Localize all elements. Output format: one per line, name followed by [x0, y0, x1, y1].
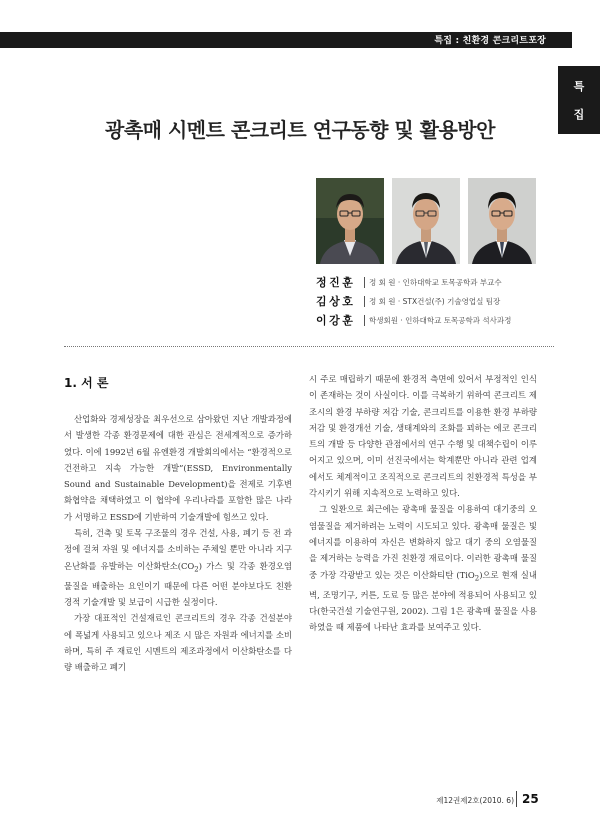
section-header-band	[0, 32, 572, 48]
author-divider	[364, 296, 365, 307]
article-title: 광촉매 시멘트 콘크리트 연구동향 및 활용방안	[105, 118, 495, 142]
issue-info: 제12권제2호(2010. 6)	[436, 796, 514, 805]
section-label: 특집 : 친환경 콘크리트포장	[434, 36, 546, 46]
author-photo-3	[468, 178, 536, 264]
body-column-right	[309, 371, 537, 635]
footer-divider	[516, 791, 517, 807]
paragraph: 시 주로 매립하기 때문에 환경적 측면에 있어서 부정적인 인식이 존재하는 것이 사실이다. 이를 극복하기 위하여 콘크리트 제조시의 환경 부하량 저감 기술, 콘크리트를 이용한 환경 부하량 저감 및 환경개선 기술, 생태계와의 조화를 꾀하는 에코 콘크리트의 개발 등 다양한 관점에서의 연구 수행 및 대책수립이 이루어지고 있으며, 이미 선진국에서는 학계뿐만 아니라 관련 업계에서도 체계적이고 조직적으로 콘크리트의 친환경적 특성을 부각시키기 위해 지속적으로 노력하고 있다.	[309, 374, 537, 499]
side-tab-char-1: 특	[573, 80, 585, 93]
author-affiliation: 학생회원 · 인하대학교 토목공학과 석사과정	[369, 316, 512, 325]
author-affiliation: 정 회 원 · STX건설(주) 기술영업실 팀장	[369, 297, 501, 306]
author-photo-1	[316, 178, 384, 264]
paragraph: 산업화와 경제성장을 최우선으로 삼아왔던 지난 개발과정에서 발생한 각종 환경문제에 대한 관심은 전세계적으로 증가하였다. 이에 1992년 6월 유엔환경 개발회의에서는 “환경적으로 건전하고 지속 가능한 개발”(ESSD, Environmentally Sound and Sustainable Development)을 전제로 기후변화협약을 채택하였고 이 협약에 우리나라를 포함한 많은 나라가 서명하고 ESSD에 기반하여 기술개발에 힘쓰고 있다.	[64, 414, 292, 522]
paragraph: 가장 대표적인 건설재료인 콘크리트의 경우 각종 건설분야에 폭넓게 사용되고 있으나 제조 시 많은 자원과 에너지를 소비하며, 특히 주 재료인 시멘트의 제조과정에서 이산화탄소를 다량 배출하고 폐기	[64, 613, 292, 673]
author-row	[316, 293, 576, 309]
author-divider	[364, 315, 365, 326]
body-column-left	[64, 411, 292, 675]
author-list	[316, 274, 576, 331]
page-number: 25	[522, 792, 539, 806]
author-affiliation: 정 회 원 · 인하대학교 토목공학과 부교수	[369, 278, 502, 287]
author-photo-2	[392, 178, 460, 264]
author-name: 정진훈	[316, 276, 356, 289]
author-row	[316, 312, 576, 328]
section-divider	[64, 346, 554, 347]
paragraph: 그 일환으로 최근에는 광촉매 물질을 이용하여 대기중의 오염물질을 제거하려는 노력이 시도되고 있다. 광촉매 물질은 빛 에너지를 이용하여 자신은 변화하지 않고 대기 중의 오염물질을 제거하는 능력을 가진 친환경 재료이다. 이러한 광촉매 물질 중 가장 각광받고 있는 것은 이산화티탄 (TiO$_2$)으로 현재 실내 벽, 조명기구, 커튼, 도료 등 많은 분야에 적용되어 사용되고 있다(한국건설 기술연구원, 2002). 그림 1은 광촉매 물질을 사용하였을 때 제품에 나타난 효과를 보여주고 있다.	[309, 504, 537, 633]
author-divider	[364, 277, 365, 288]
side-tab-char-2: 집	[573, 108, 585, 121]
section-heading: 1. 서 론	[64, 376, 109, 390]
author-name: 김상호	[316, 295, 356, 308]
author-row	[316, 274, 576, 290]
author-name: 이강훈	[316, 314, 356, 327]
paragraph: 특히, 건축 및 토목 구조물의 경우 건설, 사용, 폐기 등 전 과정에 걸쳐 자원 및 에너지를 소비하는 주체일 뿐만 아니라 지구온난화를 유발하는 이산화탄소$(CO_2)$ 가스 및 각종 환경오염 물질을 배출하는 요인이기 때문에 다른 어떤 분야보다도 친환경적 기술개발 및 보급이 시급한 실정이다.	[64, 528, 292, 607]
